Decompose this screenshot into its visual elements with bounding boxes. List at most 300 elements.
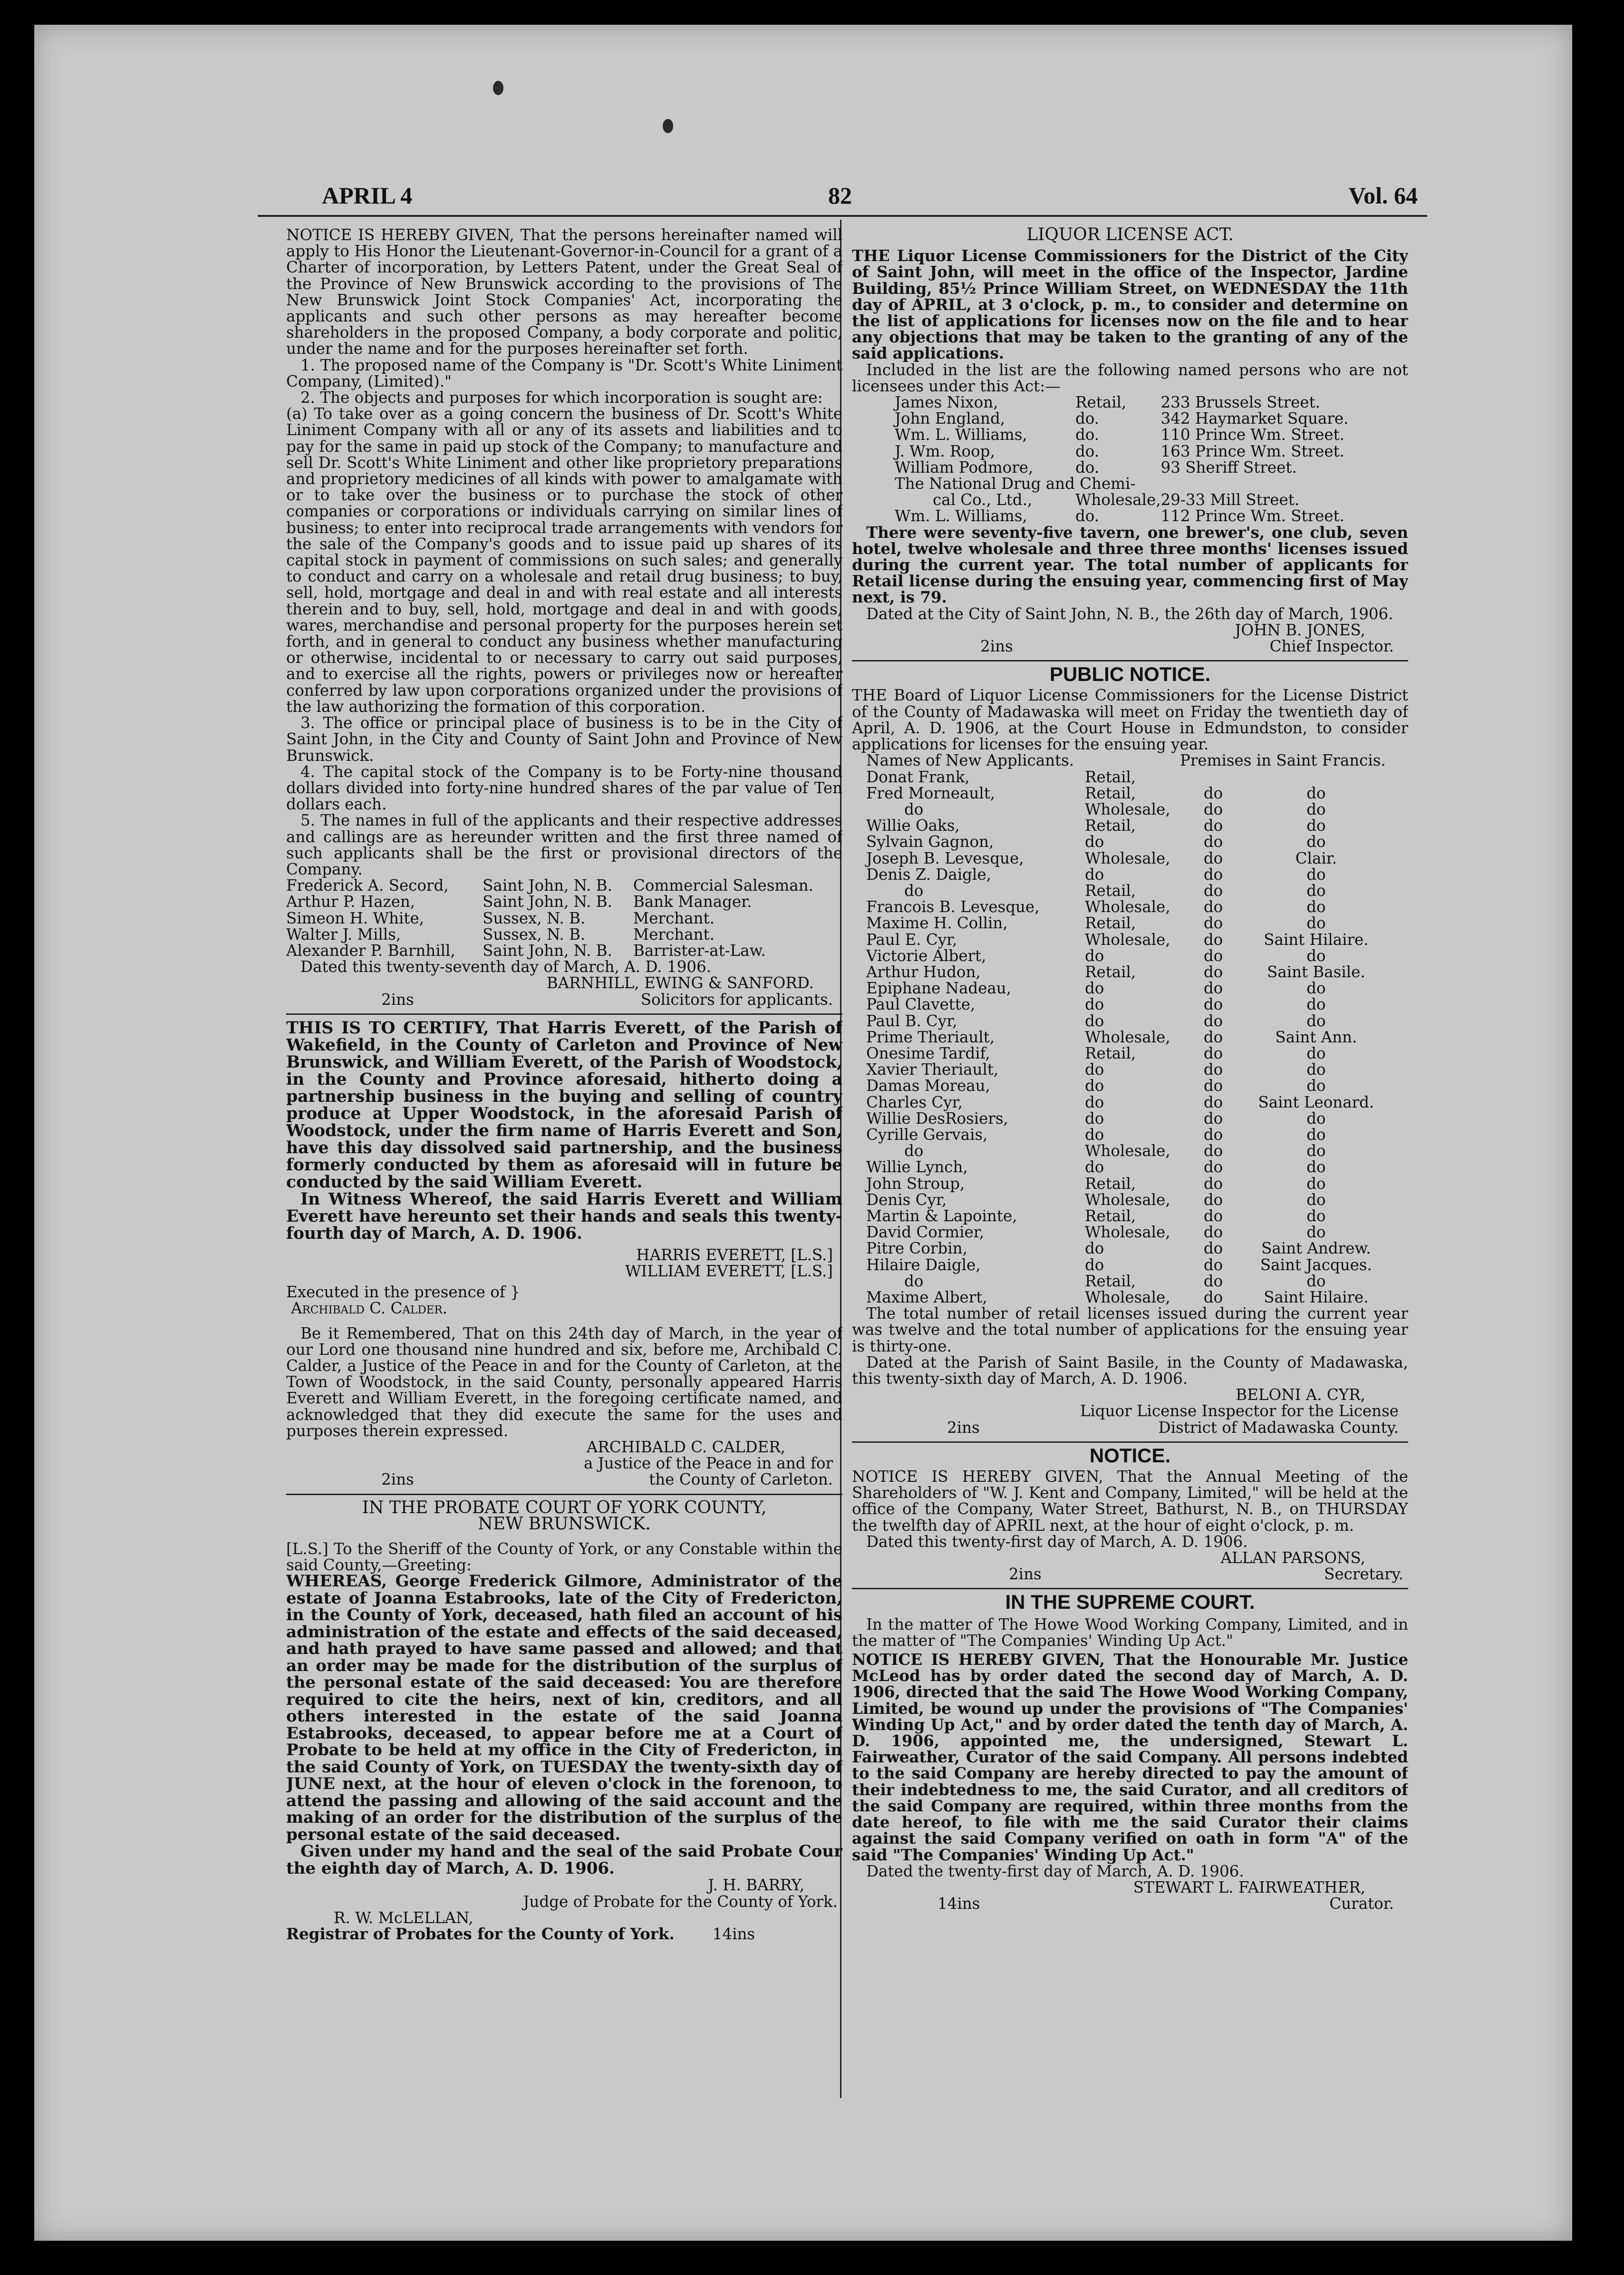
license-type: Wholesale, bbox=[1085, 898, 1170, 916]
applicant-name: Hilaire Daigle, bbox=[866, 1255, 981, 1274]
section-rule bbox=[286, 1494, 842, 1495]
license-type: Wholesale, bbox=[1085, 1142, 1170, 1160]
applicant-name: Walter J. Mills, bbox=[286, 925, 401, 943]
location: do bbox=[1306, 784, 1326, 802]
premises: do bbox=[1203, 1044, 1223, 1062]
location: Saint Basile. bbox=[1267, 962, 1365, 981]
applicant-name: The National Drug and Chemi- bbox=[895, 475, 1136, 493]
license-type: do bbox=[1085, 1255, 1104, 1274]
table-row bbox=[866, 948, 1386, 964]
applicant-name: Martin & Lapointe, bbox=[866, 1206, 1017, 1225]
table-row bbox=[866, 1240, 1386, 1256]
applicant-calling: Barrister-at-Law. bbox=[633, 941, 766, 960]
inspector-title: Chief Inspector. bbox=[1269, 637, 1394, 656]
applicant-name: Maxime Albert, bbox=[866, 1288, 987, 1306]
right-column bbox=[852, 227, 1408, 2096]
inspector-district: District of Madawaska County. bbox=[1158, 1418, 1399, 1437]
table-row bbox=[895, 476, 1349, 492]
public-summary: The total number of retail licenses issued during the current year was twelve and the total number of applications for the ensuing year is thirty-one. bbox=[852, 1304, 1408, 1355]
section-rule bbox=[852, 1588, 1408, 1589]
premises: do bbox=[1203, 1077, 1223, 1095]
section-title: NOTICE. bbox=[1089, 1444, 1171, 1467]
table-row bbox=[866, 1273, 1386, 1289]
table-row bbox=[895, 459, 1349, 476]
applicant-name: Sylvain Gagnon, bbox=[866, 833, 994, 851]
table-row bbox=[866, 850, 1386, 866]
certify-body: THIS IS TO CERTIFY, That Harris Everett, of the Parish of Wakefield, in the County of Carleton and Province of New Brunswick, and William Everett, of the Parish of Woodstock, in the County and Province aforesaid, hitherto doing a partnership business in the buying and selling of country produce at Upper Woodstock, in the aforesaid Parish of Woodstock, under the firm name of Harris Everett and Son, have this day dissolved said partnership, and the business formerly conducted by them as aforesaid will in future be conducted by the said William Everett. bbox=[286, 1018, 842, 1192]
signature-harris: HARRIS EVERETT, [L.S.] bbox=[636, 1245, 833, 1264]
applicant-name: Francois B. Levesque, bbox=[866, 898, 1040, 916]
table-row bbox=[866, 915, 1386, 931]
applicant-name: John Stroup, bbox=[866, 1174, 965, 1193]
curator-footer bbox=[852, 1896, 1408, 1912]
premises: do bbox=[1203, 1011, 1223, 1030]
insertion-count: 2ins bbox=[980, 637, 1013, 656]
applicant-name: Pitre Corbin, bbox=[866, 1239, 967, 1258]
license-type: do. bbox=[1075, 458, 1100, 476]
insertion-count: 2ins bbox=[381, 1470, 414, 1489]
applicant-name: J. Wm. Roop, bbox=[895, 442, 995, 460]
license-type: Retail, bbox=[1085, 1174, 1136, 1193]
location: do bbox=[1306, 1190, 1326, 1209]
premises: do bbox=[1203, 995, 1223, 1014]
license-type: Wholesale, bbox=[1085, 800, 1170, 818]
supreme-court-notice bbox=[852, 1591, 1408, 1913]
license-type: Wholesale, bbox=[1085, 1190, 1170, 1209]
applicant-address: Sussex, N. B. bbox=[483, 925, 586, 943]
public-body: THE Board of Liquor License Commissioners for the License District of the County of Madawaska will meet on Friday the twentieth day of April, A. D. 1906, at the Court House in Edmundston, to consider applications for licenses for the ensuing year. bbox=[852, 686, 1408, 754]
table-row bbox=[866, 866, 1386, 883]
location: do bbox=[1306, 1077, 1326, 1095]
witness-paragraph: In Witness Whereof, the said Harris Everett and William Everett have hereunto set their hands and seals this twenty-fourth day of March, A. D. 1906. bbox=[286, 1189, 842, 1243]
location: do bbox=[1306, 946, 1326, 965]
registrar-title: Registrar of Probates for the County of York. bbox=[286, 1925, 675, 1944]
table-row bbox=[866, 817, 1386, 834]
kent-dated: Dated this twenty-first day of March, A. D. 1906. bbox=[866, 1532, 1248, 1551]
clause-3: 3. The office or principal place of business is to be in the City of Saint John, in the City and County of Saint John and Province of New Brunswick. bbox=[286, 714, 842, 765]
liquor-summary: There were seventy-five tavern, one brewer's, one club, seven hotel, twelve wholesale and three three months' licenses issued during the current year. The total number of applicants for Retail license during the ensuing year, commencing first of May next, is 79. bbox=[852, 523, 1408, 607]
executed-line: Executed in the presence of } bbox=[286, 1283, 520, 1302]
section-title: LIQUOR LICENSE ACT. bbox=[1026, 227, 1234, 244]
premises: do bbox=[1203, 1060, 1223, 1079]
liquor-body: THE Liquor License Commissioners for the District of the City of Saint John, will meet in the office of the Inspector, Jardine Building, 85½ Prince William Street, on WEDNESDAY the 11th day of APRIL, at 3 o'clock, p. m., to consider and determine on the list of applications for licenses now on the file and to hear any objections that may be taken to the granting of any of the said applications. bbox=[852, 246, 1408, 363]
premises: do bbox=[1203, 1125, 1223, 1144]
license-type: do bbox=[1085, 995, 1104, 1014]
table-row bbox=[866, 964, 1386, 980]
punch-hole bbox=[663, 119, 673, 133]
location: do bbox=[1306, 1206, 1326, 1225]
table-row bbox=[866, 1013, 1386, 1029]
applicant-address: 29-33 Mill Street. bbox=[1160, 491, 1300, 509]
location: do bbox=[1306, 833, 1326, 851]
secretary-footer bbox=[852, 1566, 1408, 1582]
premises: do bbox=[1203, 865, 1223, 884]
registrar-footer bbox=[286, 1926, 842, 1942]
location: do bbox=[1306, 914, 1326, 933]
premises: do bbox=[1203, 979, 1223, 998]
license-type: Wholesale, bbox=[1085, 930, 1170, 949]
curator-title: Curator. bbox=[1329, 1895, 1394, 1913]
secretary-title: Secretary. bbox=[1324, 1565, 1403, 1584]
inspector-name: JOHN B. JONES, bbox=[1235, 621, 1365, 639]
clause-4: 4. The capital stock of the Company is to be Forty-nine thousand dollars divided into forty-nine hundred shares of the par value of Ten dollars each. bbox=[286, 762, 842, 814]
applicant-name: Paul Clavette, bbox=[866, 995, 976, 1014]
location bbox=[1247, 769, 1386, 785]
table-row bbox=[866, 932, 1386, 948]
premises: do bbox=[1203, 849, 1223, 867]
applicant-name: Arthur Hudon, bbox=[866, 962, 981, 981]
applicant-name: do bbox=[904, 1272, 924, 1290]
license-type: Retail, bbox=[1085, 1206, 1136, 1225]
premises-header: Premises in Saint Francis. bbox=[1180, 751, 1386, 770]
applicant-name: Charles Cyr, bbox=[866, 1093, 963, 1111]
location: do bbox=[1306, 1142, 1326, 1160]
applicant-calling: Merchant. bbox=[633, 925, 715, 943]
judge-title: Judge of Probate for the County of York. bbox=[523, 1892, 838, 1911]
premises: do bbox=[1203, 833, 1223, 851]
location: Saint Ann. bbox=[1275, 1028, 1357, 1046]
location: Saint Leonard. bbox=[1258, 1093, 1374, 1111]
applicant-name: Damas Moreau, bbox=[866, 1077, 990, 1095]
location: do bbox=[1306, 1125, 1326, 1144]
applicant-address: Saint John, N. B. bbox=[483, 893, 612, 911]
location: Saint Jacques. bbox=[1260, 1255, 1372, 1274]
table-row bbox=[895, 508, 1349, 524]
clause-1: 1. The proposed name of the Company is "Dr. Scott's White Liniment Company, (Limited)." bbox=[286, 356, 842, 390]
applicant-name: James Nixon, bbox=[895, 393, 998, 412]
clause-2: 2. The objects and purposes for which incorporation is sought are: bbox=[300, 389, 823, 407]
table-row bbox=[866, 980, 1386, 996]
applicant-name: Epiphane Nadeau, bbox=[866, 979, 1012, 998]
jp-county: the County of Carleton. bbox=[649, 1470, 833, 1489]
premises: do bbox=[1203, 1288, 1223, 1306]
section-rule bbox=[852, 660, 1408, 661]
premises: do bbox=[1203, 1206, 1223, 1225]
license-type: do. bbox=[1075, 409, 1100, 428]
applicant-name: William Podmore, bbox=[895, 458, 1034, 476]
applicant-name: Prime Theriault, bbox=[866, 1028, 995, 1046]
premises: do bbox=[1203, 1190, 1223, 1209]
applicant-address: Saint John, N. B. bbox=[483, 876, 612, 895]
applicant-name: Donat Frank, bbox=[866, 768, 970, 786]
applicant-name: do bbox=[904, 1142, 924, 1160]
premises: do bbox=[1203, 784, 1223, 802]
public-dated: Dated at the Parish of Saint Basile, in the County of Madawaska, this twenty-sixth day of March, A. D. 1906. bbox=[852, 1353, 1408, 1388]
table-row bbox=[866, 1159, 1386, 1175]
volume-number: Vol. 64 bbox=[1348, 182, 1418, 209]
applicant-address: 163 Prince Wm. Street. bbox=[1160, 442, 1345, 460]
location: do bbox=[1306, 865, 1326, 884]
witness-name: Archibald C. Calder. bbox=[291, 1299, 448, 1318]
license-type: Retail, bbox=[1085, 1272, 1136, 1290]
page-content bbox=[258, 182, 1427, 2103]
applicant-name: Xavier Theriault, bbox=[866, 1060, 999, 1079]
insertion-count: 2ins bbox=[1009, 1565, 1042, 1584]
probate-court-notice bbox=[286, 1497, 842, 1944]
header-rule bbox=[258, 215, 1427, 217]
location: do bbox=[1306, 1060, 1326, 1079]
table-row bbox=[866, 1061, 1386, 1078]
probate-body: WHEREAS, George Frederick Gilmore, Administrator of the estate of Joanna Estabrooks, late of the City of Fredericton, in the County of York, deceased, hath filed an account of his administration of the estate and effects of the said deceased, and hath prayed to have same passed and allowed; and that an order may be made for the distribution of the surplus of the personal estate of the said deceased: You are therefore required to cite the heirs, next of kin, creditors, and all others interested in the estate of the said Joanna Estabrooks, deceased, to appear before me at a Court of Probate to be held at my office in the City of Fredericton, in the said County of York, on TUESDAY the twenty-sixth day of JUNE next, at the hour of eleven o'clock in the forenoon, to attend the passing and allowing of the said account and the making of an order for the distribution of the surplus of the personal estate of the said deceased. bbox=[286, 1572, 842, 1844]
applicant-name: Willie DesRosiers, bbox=[866, 1109, 1008, 1128]
table-row bbox=[866, 1208, 1386, 1224]
kent-body: NOTICE IS HEREBY GIVEN, That the Annual Meeting of the Shareholders of "W. J. Kent and Company, Limited," will be held at the office of the Company, Water Street, Bathurst, N. B., on THURSDAY the twelfth day of APRIL next, at the hour of eight o'clock, p. m. bbox=[852, 1468, 1408, 1535]
everett-dissolution-notice bbox=[286, 1020, 842, 1488]
premises: do bbox=[1203, 1142, 1223, 1160]
secretary-name: ALLAN PARSONS, bbox=[1220, 1549, 1365, 1567]
liquor-included: Included in the list are the following named persons who are not licensees under this Act:— bbox=[852, 360, 1408, 395]
applicant-name: Victorie Albert, bbox=[866, 946, 986, 965]
applicant-name: Arthur P. Hazen, bbox=[286, 893, 416, 911]
license-type: Wholesale, bbox=[1085, 1028, 1170, 1046]
registrar-name: R. W. McLELLAN, bbox=[334, 1908, 474, 1927]
license-type: do bbox=[1085, 1060, 1104, 1079]
table-row bbox=[286, 894, 842, 910]
remembered-paragraph: Be it Remembered, That on this 24th day of March, in the year of our Lord one thousand nine hundred and six, before me, Archibald C. Calder, a Justice of the Peace in and for the County of Carleton, at the Town of Woodstock, in the said County, personally appeared Harris Everett and William Everett, in the foregoing certificate named, and acknowledged that they did execute the same for the uses and purposes therein expressed. bbox=[286, 1324, 842, 1440]
premises: do bbox=[1203, 1158, 1223, 1176]
table-row bbox=[895, 410, 1349, 427]
premises: do bbox=[1203, 962, 1223, 981]
applicant-calling: Bank Manager. bbox=[633, 893, 752, 911]
clause-2a: (a) To take over as a going concern the business of Dr. Scott's White Liniment Company with all or any of its assets and liabilities and to pay for the same in paid up stock of the Company; to manufacture and sell Dr. Scott's White Liniment and other like proprietory preparations and proprietory medicines of all kinds with power to amalgamate with or to take over the business or to purchase the stock of other companies or corporations or individuals carrying on similar lines of business; to enter into reciprocal trade arrangements with vendors for the sale of the Company's goods and to issue paid up shares of its capital stock in payment of commissions on such sales; and generally to conduct and carry on a wholesale and retail drug business; to buy, sell, hold, mortgage and deal in and with real estate and all interests therein and to buy, sell, hold, mortgage and deal in and with goods, wares, merchandise and personal property for the purposes herein set forth, and in general to conduct any business whether manufacturing or otherwise, incidental to or necessary to carry out said purposes, and to exercise all the rights, powers or privileges now or hereafter conferred by law upon corporations organized under the provisions of the law authorizing the formation of this corporation. bbox=[286, 405, 842, 716]
applicant-name: Paul E. Cyr, bbox=[866, 930, 957, 949]
table-row bbox=[286, 943, 842, 959]
inspector-footer bbox=[852, 1419, 1408, 1436]
kent-meeting-notice bbox=[852, 1444, 1408, 1584]
applicant-name: do bbox=[904, 800, 924, 818]
applicant-calling: Commercial Salesman. bbox=[633, 876, 813, 895]
applicant-name: Denis Z. Daigle, bbox=[866, 865, 991, 884]
supreme-dated: Dated the twenty-first day of March, A. D. 1906. bbox=[866, 1862, 1244, 1880]
location: Clair. bbox=[1295, 849, 1337, 867]
scott-liniment-notice bbox=[286, 227, 842, 1008]
insertion-count: 14ins bbox=[712, 1925, 755, 1944]
applicant-name: Simeon H. White, bbox=[286, 909, 424, 927]
applicant-address: 110 Prince Wm. Street. bbox=[1160, 426, 1345, 444]
insertion-count: 14ins bbox=[938, 1895, 980, 1913]
applicant-address: Saint John, N. B. bbox=[483, 941, 612, 960]
table-row bbox=[866, 1029, 1386, 1045]
location: do bbox=[1306, 1223, 1326, 1242]
license-type: Retail, bbox=[1085, 914, 1136, 933]
location: do bbox=[1306, 1044, 1326, 1062]
table-row bbox=[866, 1078, 1386, 1094]
public-notice bbox=[852, 663, 1408, 1437]
premises: do bbox=[1203, 1239, 1223, 1258]
probate-address: [L.S.] To the Sheriff of the County of York, or any Constable within the said County,—Greeting: bbox=[286, 1540, 842, 1575]
applicant-name: Paul B. Cyr, bbox=[866, 1011, 957, 1030]
table-row bbox=[866, 1192, 1386, 1208]
applicants-body bbox=[866, 769, 1386, 1306]
license-type: do bbox=[1085, 865, 1104, 884]
license-type: Retail, bbox=[1085, 1044, 1136, 1062]
signature-william: WILLIAM EVERETT, [L.S.] bbox=[625, 1262, 833, 1280]
location: Saint Andrew. bbox=[1261, 1239, 1371, 1258]
table-row bbox=[866, 1127, 1386, 1143]
names-header: Names of New Applicants. bbox=[866, 751, 1074, 770]
section-title: IN THE SUPREME COURT. bbox=[1005, 1591, 1255, 1614]
premises: do bbox=[1203, 1255, 1223, 1274]
premises: do bbox=[1203, 946, 1223, 965]
applicant-name: Cyrille Gervais, bbox=[866, 1125, 988, 1144]
applicant-name: Denis Cyr, bbox=[866, 1190, 947, 1209]
issue-date: APRIL 4 bbox=[322, 182, 413, 209]
table-row bbox=[866, 883, 1386, 899]
location: do bbox=[1306, 1272, 1326, 1290]
premises: do bbox=[1203, 881, 1223, 900]
applicant-address: 93 Sheriff Street. bbox=[1160, 458, 1297, 476]
location: do bbox=[1306, 1011, 1326, 1030]
dated-line: Dated this twenty-seventh day of March, A. D. 1906. bbox=[300, 958, 711, 976]
applicant-name: Frederick A. Secord, bbox=[286, 876, 449, 895]
license-type: do. bbox=[1075, 442, 1100, 460]
license-type: do bbox=[1085, 1125, 1104, 1144]
table-row bbox=[866, 996, 1386, 1012]
license-type: do bbox=[1085, 1077, 1104, 1095]
license-type: Wholesale, bbox=[1085, 1288, 1170, 1306]
license-type: Retail, bbox=[1085, 784, 1136, 802]
applicants-table bbox=[286, 877, 842, 959]
left-column bbox=[286, 227, 842, 2096]
table-row bbox=[866, 1224, 1386, 1240]
applicant-name: Joseph B. Levesque, bbox=[866, 849, 1024, 867]
table-row bbox=[866, 769, 1386, 785]
inspector-name: BELONI A. CYR, bbox=[1236, 1386, 1365, 1404]
location: do bbox=[1306, 1109, 1326, 1128]
table-row bbox=[866, 1094, 1386, 1110]
applicant-name: Wm. L. Williams, bbox=[895, 507, 1027, 525]
table-row bbox=[866, 1176, 1386, 1192]
insertion-count: 2ins bbox=[381, 990, 414, 1009]
table-row bbox=[866, 899, 1386, 915]
license-type: Retail, bbox=[1085, 962, 1136, 981]
location: Saint Hilaire. bbox=[1264, 930, 1369, 949]
premises: do bbox=[1203, 817, 1223, 835]
applicant-name: do bbox=[904, 881, 924, 900]
liquor-dated: Dated at the City of Saint John, N. B., the 26th day of March, 1906. bbox=[866, 604, 1393, 623]
signature-footer bbox=[286, 992, 842, 1008]
section-rule bbox=[852, 1441, 1408, 1443]
inspector-footer bbox=[852, 638, 1408, 654]
applicant-name: David Cormier, bbox=[866, 1223, 985, 1242]
premises: do bbox=[1203, 1093, 1223, 1111]
license-type: do bbox=[1085, 1158, 1104, 1176]
table-row bbox=[866, 834, 1386, 850]
location: Saint Hilaire. bbox=[1264, 1288, 1369, 1306]
location: do bbox=[1306, 898, 1326, 916]
inspector-title: Liquor License Inspector for the License bbox=[1080, 1402, 1399, 1420]
applicant-address: 342 Haymarket Square. bbox=[1160, 409, 1349, 428]
license-type: do bbox=[1085, 1011, 1104, 1030]
premises: do bbox=[1203, 914, 1223, 933]
applicant-calling: Merchant. bbox=[633, 909, 715, 927]
section-rule bbox=[286, 1013, 842, 1015]
applicant-name: Fred Morneault, bbox=[866, 784, 996, 802]
table-row bbox=[866, 752, 1386, 768]
license-type: Retail, bbox=[1085, 817, 1136, 835]
jp-title: a Justice of the Peace in and for bbox=[583, 1454, 833, 1473]
premises: do bbox=[1203, 1109, 1223, 1128]
jp-name: ARCHIBALD C. CALDER, bbox=[586, 1438, 785, 1456]
page-number: 82 bbox=[828, 182, 852, 209]
license-type: do bbox=[1085, 1239, 1104, 1258]
location: do bbox=[1306, 1158, 1326, 1176]
premises bbox=[1180, 769, 1247, 785]
location: do bbox=[1306, 979, 1326, 998]
signature-role: Solicitors for applicants. bbox=[640, 990, 833, 1009]
license-type: do. bbox=[1075, 426, 1100, 444]
table-row bbox=[286, 926, 842, 943]
location: do bbox=[1306, 995, 1326, 1014]
premises: do bbox=[1203, 1272, 1223, 1290]
supreme-matter: In the matter of The Howe Wood Working Company, Limited, and in the matter of "The Companies' Winding Up Act." bbox=[852, 1615, 1408, 1650]
license-type: do bbox=[1085, 1093, 1104, 1111]
location: do bbox=[1306, 817, 1326, 835]
notice-intro: NOTICE IS HEREBY GIVEN, That the persons hereinafter named will apply to His Honor the Lieutenant-Governor-in-Council for a grant of a Charter of incorporation, by Letters Patent, under the Great Seal of the Province of New Brunswick according to the provisions of The New Brunswick Joint Stock Companies' Act, incorporating the applicants and such other persons as may hereafter become shareholders in the proposed Company, a body corporate and politic, under the name and for the purposes hereinafter set forth. bbox=[286, 227, 842, 358]
probate-title: IN THE PROBATE COURT OF YORK COUNTY, bbox=[362, 1497, 767, 1517]
supreme-body: NOTICE IS HEREBY GIVEN, That the Honourable Mr. Justice McLeod has by order dated the second day of March, A. D. 1906, directed that the said The Howe Wood Working Company, Limited, be wound up under the provisions of "The Companies' Winding Up Act," and by order dated the tenth day of March, A. D. 1906, appointed me, the undersigned, Stewart L. Fairweather, Curator of the said Company. All persons indebted to the said Company are hereby directed to pay the amount of their indebtedness to me, the said Curator, and all creditors of the said Company are required, within three months from the date hereof, to file with me the said Curator their claims against the said Company verified on oath in form "A" of the said "The Companies' Winding Up Act." bbox=[852, 1650, 1408, 1864]
table-row bbox=[866, 785, 1386, 801]
punch-hole bbox=[493, 81, 503, 95]
table-row bbox=[866, 1110, 1386, 1127]
premises: do bbox=[1203, 800, 1223, 818]
applicant-name: Maxime H. Collin, bbox=[866, 914, 1008, 933]
license-type: Wholesale, bbox=[1075, 491, 1161, 509]
premises: do bbox=[1203, 930, 1223, 949]
location: do bbox=[1306, 1174, 1326, 1193]
table-row bbox=[895, 394, 1349, 410]
applicant-name: cal Co., Ltd., bbox=[933, 491, 1033, 509]
insertion-count: 2ins bbox=[947, 1418, 980, 1437]
table-row bbox=[866, 1143, 1386, 1159]
license-type: do bbox=[1085, 833, 1104, 851]
applicant-name: Onesime Tardif, bbox=[866, 1044, 990, 1062]
curator-name: STEWART L. FAIRWEATHER, bbox=[1133, 1878, 1365, 1896]
applicant-name: Willie Oaks, bbox=[866, 817, 960, 835]
applicant-name: Alexander P. Barnhill, bbox=[286, 941, 455, 960]
table-row bbox=[866, 1257, 1386, 1273]
premises: do bbox=[1203, 1028, 1223, 1046]
license-type: do bbox=[1085, 946, 1104, 965]
table-row bbox=[895, 492, 1349, 508]
newspaper-page bbox=[34, 25, 1572, 2241]
license-type: do. bbox=[1075, 507, 1100, 525]
license-type: do bbox=[1085, 1109, 1104, 1128]
table-row bbox=[895, 427, 1349, 443]
premises: do bbox=[1203, 1223, 1223, 1242]
applicant-name: Willie Lynch, bbox=[866, 1158, 968, 1176]
license-type: Retail, bbox=[1085, 768, 1136, 786]
table-row bbox=[286, 877, 842, 894]
applicant-address: 233 Brussels Street. bbox=[1160, 393, 1320, 412]
applicant-address: Sussex, N. B. bbox=[483, 909, 586, 927]
license-type: Wholesale, bbox=[1085, 849, 1170, 867]
probate-subtitle: NEW BRUNSWICK. bbox=[478, 1514, 651, 1534]
liquor-license-act-notice bbox=[852, 227, 1408, 654]
judge-name: J. H. BARRY, bbox=[707, 1876, 804, 1895]
table-row bbox=[866, 1289, 1386, 1305]
section-title: PUBLIC NOTICE. bbox=[1049, 663, 1211, 686]
clause-5: 5. The names in full of the applicants and their respective addresses and callings are as hereunder written and the first three named of such applicants shall be the first or provisional directors of the Company. bbox=[286, 811, 842, 878]
location: do bbox=[1306, 881, 1326, 900]
probate-given: Given under my hand and the seal of the said Probate Cour the eighth day of March, A. D. 1906. bbox=[286, 1842, 842, 1878]
applicant-name: John England, bbox=[895, 409, 1005, 428]
premises: do bbox=[1203, 1174, 1223, 1193]
table-row bbox=[286, 910, 842, 926]
premises: do bbox=[1203, 898, 1223, 916]
signature-firm: BARNHILL, EWING & SANFORD. bbox=[546, 974, 814, 992]
table-row bbox=[895, 443, 1349, 459]
